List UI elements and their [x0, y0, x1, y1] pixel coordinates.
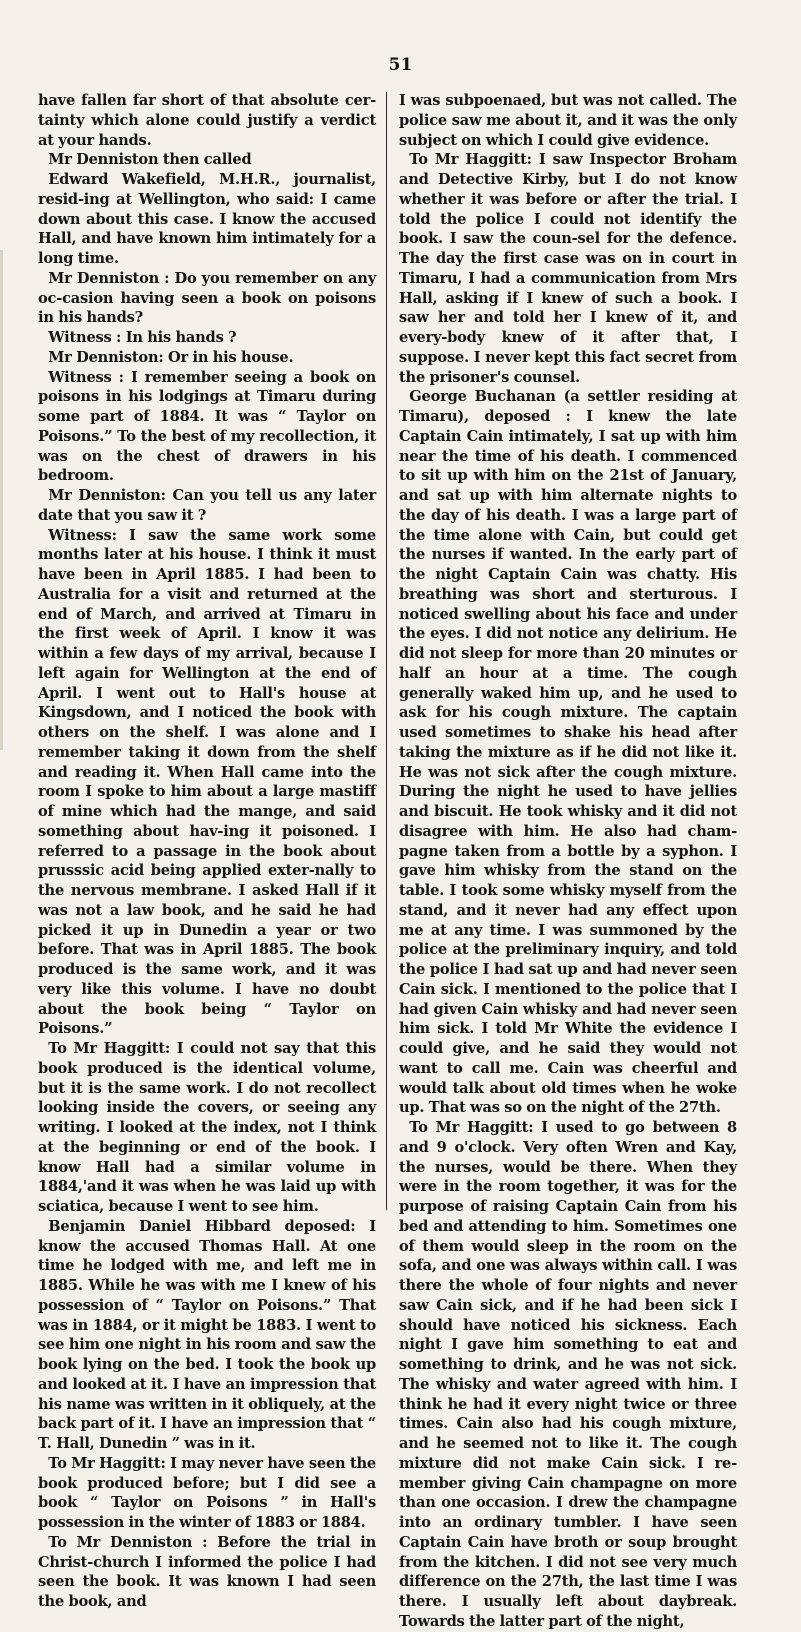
paragraph: Witness : I remember seeing a book on poisons in his lodgings at Timaru during some part of 1884. It was “ Taylor on Poisons.” To the best of my recollection, it was on the chest of drawers in his bedroom. — [38, 368, 376, 485]
paragraph: Mr Denniston : Do you remember on any oc-casion having seen a book on poisons in his hands? — [38, 269, 376, 327]
paragraph: I was subpoenaed, but was not called. The police saw me about it, and it was the only subject on which I could give evidence. — [399, 92, 737, 149]
paragraph: Mr Denniston: Or in his house. — [48, 348, 294, 366]
paragraph: Mr Denniston: Can you tell us any later date that you saw it ? — [38, 487, 376, 524]
right-column — [399, 91, 737, 1632]
paragraph: To Mr Haggitt: I may never have seen the book produced before; but I did see a book “ Taylor on Poisons ” in Hall's possession in the winter of 1883 or 1884. — [38, 1454, 376, 1531]
paragraph: To Mr Haggitt: I could not say that this book produced is the identical volume, but it is the same work. I do not recollect looking inside the covers, or seeing any writing. I looked at the index, not I think at the beginning or end of the book. I know Hall had a similar volume in 1884,'and it was when he was laid up with sciatica, because I went to see him. — [38, 1040, 376, 1215]
paragraph: George Buchanan (a settler residing at Timaru), deposed : I knew the late Captain Cain intimately, I sat up with him near the time of his death. I commenced to sit up with him on the 21st of January, and sat up with him alternate nights to the day of his death. I was a large part of the time alone with Cain, but could get the nurses if wanted. In the early part of the night Captain Cain was chatty. His breathing was short and sterturous. I noticed swelling about his face and under the eyes. I did not notice any delirium. He did not sleep for more than 20 minutes or half an hour at a time. The cough generally waked him up, and he used to ask for his cough mixture. The captain used sometimes to shake his head after taking the mixture as if he did not like it. He was not sick after the cough mixture. During the night he used to have jellies and biscuit. He took whisky and it did not disagree with him. He also had cham-pagne taken from a bottle by a syphon. I gave him whisky from the stand on the table. I took some whisky myself from the stand, and it never had any effect upon me at any time. I was summoned by the police at the preliminary inquiry, and told the police I had sat up and had never seen Cain sick. I mentioned to the police that I had given Cain whisky and had never seen him sick. I told Mr White the evidence I could give, and he said they would not want to call me. Cain was cheerful and would talk about old times when he woke up. That was so on the night of the 27th. — [399, 388, 737, 1117]
page-number: 51 — [388, 55, 413, 75]
page-edge — [0, 250, 3, 750]
left-column — [38, 91, 376, 1612]
paragraph: Witness : In his hands ? — [48, 329, 237, 346]
paragraph: Witness: I saw the same work some months later at his house. I think it must have been in April 1885. I had been to Australia for a visit and returned at the end of March, and arrived at Timaru in the first week of April. I know it was within a few days of my arrival, because I left again for Wellington at the end of April. I went out to Hall's house at Kingsdown, and I noticed the book with others on the shelf. I was alone and I remember taking it down from the shelf and reading it. When Hall came into the room I spoke to him about a large mastiff of mine which had the mange, and said something about hav-ing it poisoned. I referred to a passage in the book about prusssic acid being applied exter-nally to the nervous membrane. I asked Hall if it was not a law book, and he said he had picked it up in Dunedin a year or two before. That was in April 1885. The book produced is the same work, and it was very like this volume. I have no doubt about the book being “ Taylor on Poisons.” — [38, 526, 376, 1038]
paragraph: To Mr Haggitt: I saw Inspector Broham and Detective Kirby, but I do not know whether it was before or after the trial. I told the police I could not identify the book. I saw the coun-sel for the defence. The day the first case was on in court in Timaru, I had a communication from Mrs Hall, asking if I knew of such a book. I saw her and told her I knew of it, and every-body knew of it after that, I suppose. I never kept this fact secret from the prisoner's counsel. — [399, 151, 737, 386]
paragraph: Mr Denniston then called — [48, 151, 252, 169]
paragraph: To Mr Haggitt: I used to go between 8 and 9 o'clock. Very often Wren and Kay, the nurses, would be there. When they were in the room together, it was for the purpose of raising Captain Cain from his bed and attending to him. Sometimes one of them would sleep in the room on the sofa, and one was always within call. I was there the whole of four nights and never saw Cain sick, and if he had been sick I should have noticed his sickness. Each night I gave him something to eat and something to drink, and he was not sick. The whisky and water agreed with him. I think he had it every night twice or three times. Cain also had his cough mixture, and he seemed not to like it. The cough mixture did not make Cain sick. I re-member giving Cain champagne on more than one occasion. I drew the champagne into an ordinary tumbler. I have seen Captain Cain have broth or soup brought from the kitchen. I did not see very much difference on the 27th, the last time I was there. I usually left about daybreak. Towards the latter part of the night, — [399, 1119, 737, 1630]
paragraph: have fallen far short of that absolute cer-tainty which alone could justify a verdict at your hands. — [38, 92, 376, 149]
paragraph: To Mr Denniston : Before the trial in Christ-church I informed the police I had seen the book. It was known I had seen the book, and — [38, 1533, 376, 1610]
paragraph: Edward Wakefield, M.H.R., journalist, resid-ing at Wellington, who said: I came down about this case. I know the accused Hall, and have known him intimately for a long time. — [38, 171, 376, 267]
column-rule — [386, 92, 387, 1210]
paragraph: Benjamin Daniel Hibbard deposed: I know the accused Thomas Hall. At one time he lodged with me, and left me in 1885. While he was with me I knew of his possession of “ Taylor on Poisons.” That was in 1884, or it might be 1883. I went to see him one night in his room and saw the book lying on the bed. I took the book up and looked at it. I have an impression that his name was written in it obliquely, at the back part of it. I have an impression that “ T. Hall, Dunedin ” was in it. — [38, 1217, 376, 1452]
